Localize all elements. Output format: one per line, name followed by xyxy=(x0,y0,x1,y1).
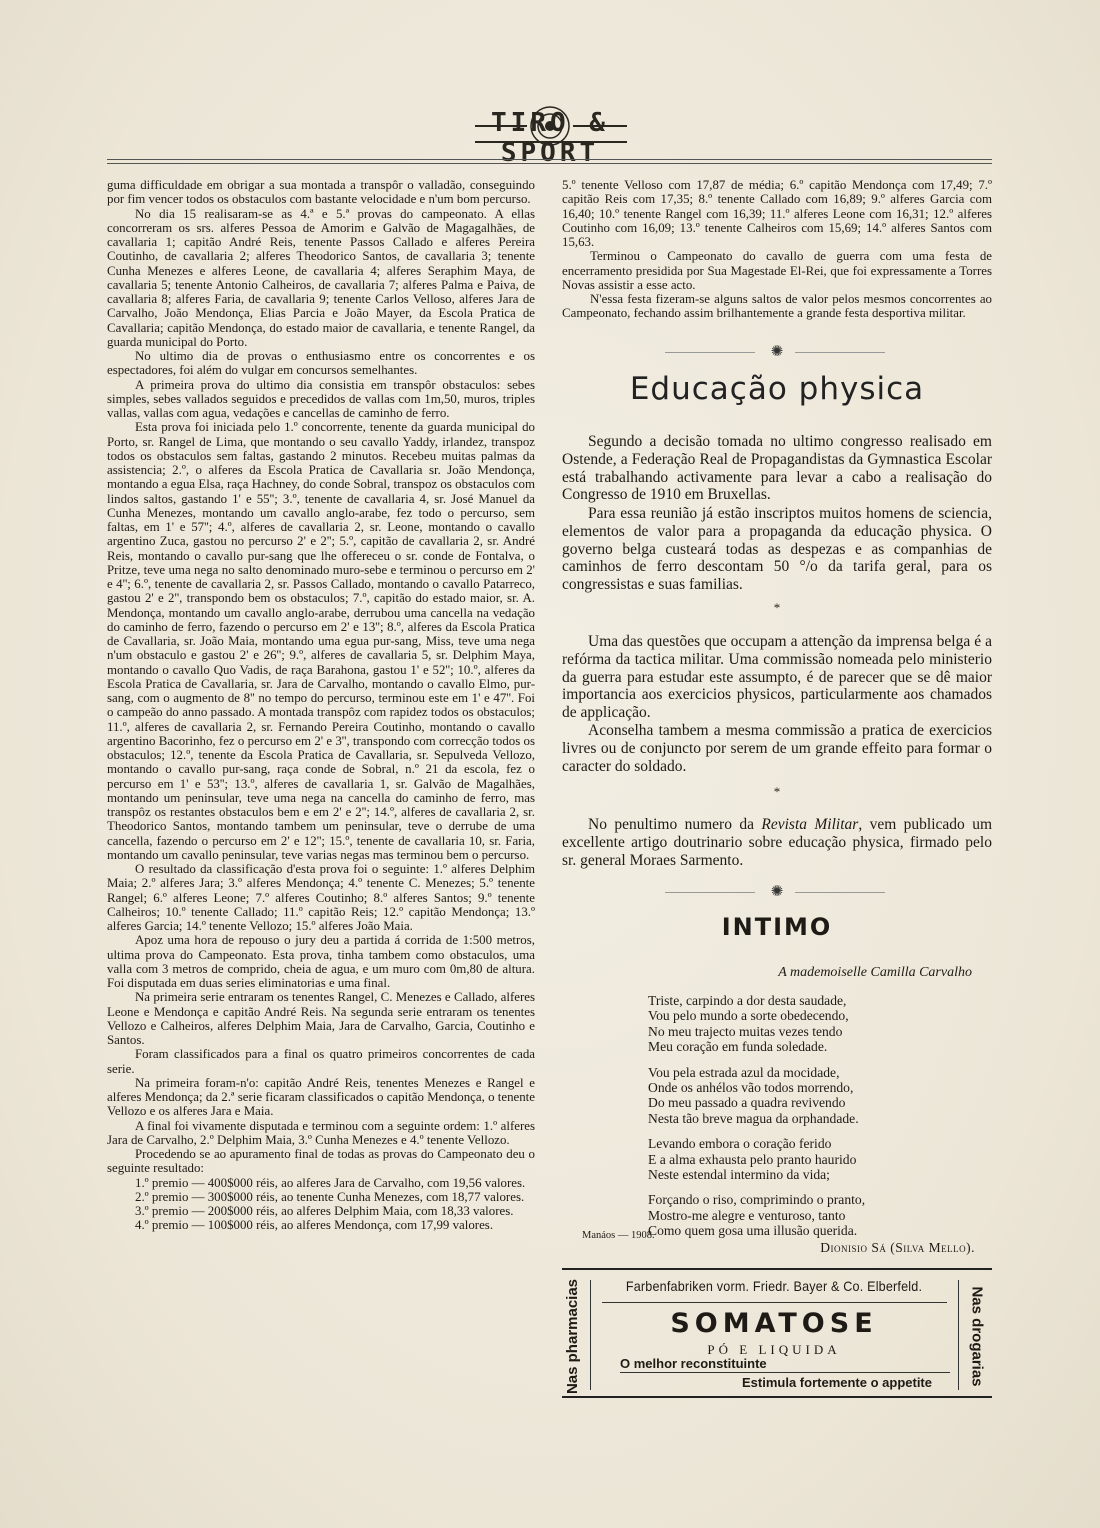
right-column-continuation xyxy=(562,178,992,321)
paragraph-text: Aconselha tambem a mesma commissão a pratica de exercicios livres ou de conjuncto por serem de um grande effeito para formar o caracter do soldado. xyxy=(562,722,992,775)
paragraph: 5.º tenente Velloso com 17,87 de média; 6.º capitão Mendonça com 17,49; 7.º capitão Reis com 17,35; 8.º tenente Callado com 16,89; 9.º alferes Garcia com 16,40; 10.º tenente Rangel com 16,39; 11.º alferes Leone com 16,31; 12.º alferes Coutinho com 16,09; 13.º tenente Calheiros com 15,69; 14.º alferes Santos com 15,63. xyxy=(562,178,992,249)
ad-product-name: SOMATOSE xyxy=(670,1308,878,1339)
section-paragraph-1 xyxy=(562,433,992,504)
section-paragraph-3 xyxy=(562,633,992,722)
ad-divider-left xyxy=(590,1280,591,1390)
header-rule xyxy=(107,159,992,160)
section-paragraph-5 xyxy=(562,816,992,869)
poem-line: Triste, carpindo a dor desta saudade, xyxy=(648,993,847,1008)
poem-stanza xyxy=(648,1065,968,1127)
paragraph: Procedendo se ao apuramento final de todas as provas do Campeonato deu o seguinte resultado: xyxy=(107,1147,535,1176)
poem-signature: Dionisio Sá (Silva Mello). xyxy=(820,1240,975,1255)
ad-rule-bottom xyxy=(562,1396,992,1398)
poem-line: No meu trajecto muitas vezes tendo xyxy=(648,1023,843,1039)
poem-line: Meu coração em funda soledade. xyxy=(648,1039,828,1055)
paragraph-text: , vem publicado um excellente artigo doutrinario sobre educação physica, firmado pelo sr. general Moraes Sarmento. xyxy=(562,816,993,869)
ad-tagline-1: O melhor reconstituinte xyxy=(620,1356,767,1371)
ornament-star-icon: ✺ xyxy=(770,884,784,900)
separator-asterisk-2: * xyxy=(773,784,781,799)
paragraph: guma difficuldade em obrigar a sua montada a transpôr o valladão, conseguindo por fim vencer todos os obstaculos com bastante velocidade e n'um bom percurso. xyxy=(107,178,535,207)
paragraph: O resultado da classificação d'esta prova foi o seguinte: 1.º alferes Delphim Maia; 2.º alferes Jara; 3.º alferes Mendonça; 4.º tenente C. Menezes; 5.º tenente Rangel; 6.º alferes Leone; 7.º alferes Coutinho; 8.º alferes Santos; 9.º tenente Calheiros; 10.º tenente Callado; 11.º capitão Reis; 12.º capitão Mendonça; 13.º alferes Garcia; 14.º tenente Vellozo; 15.º alferes João Maia. xyxy=(107,862,535,933)
paragraph: Na primeira foram-n'o: capitão André Reis, tenentes Menezes e Rangel e alferes Mendonça; da 2.ª serie ficaram classificados o capitão Mendonça, o tenente Vellozo e os alferes Jara e Maia. xyxy=(107,1075,535,1119)
paragraph: 2.º premio — 300$000 réis, ao tenente Cunha Menezes, com 18,77 valores. xyxy=(135,1189,525,1204)
paragraph-text: Para essa reunião já estão inscriptos muitos homens de sciencia, elementos de valor para a propaganda da educação physica. O governo belga custeará todas as despezas e as companhias de caminhos de ferro descontam 50 °/o da tarifa geral, para os congressistas e suas familias. xyxy=(562,505,992,594)
paragraph: Esta prova foi iniciada pelo 1.º concorrente, tenente da guarda municipal do Porto, sr. Rangel de Lima, que montando o seu cavallo Yaddy, irlandez, transpoz todos os obstaculos sem faltas, gastando 2 minutos. Recebeu muitas palmas da assistencia; 2.º, o alferes da Escola Pratica de Cavallaria sr. João Mendonça, montando a egua Elsa, raça Hachney, do conde Sobral, transpoz os obstaculos com lindos saltos, gastando 1' e 55''; 3.º, tenente de cavallaria 4, sr. José Manuel da Cunha Menezes, montando um cavallo anglo-arabe, fez todo o percurso, sem faltas, em 1' e 57''; 4.º, alferes de cavallaria 2, sr. Leone, montando o cavallo argentino Zuca, gastou no percurso 2' e 2''; 5.º, capitão de cavallaria 2, sr. André Reis, montando o cavallo pur-sang que lhe offereceu o sr. conde de Fontalva, o Pritze, teve uma nega no salto denominado muro-sebe e terminou o percurso em 2' e 4''; 6.º, tenente de cavallaria 2, sr. Passos Callado, montando o cavallo Patarreco, gastou 2' e 2'', transpondo bem os obstaculos; 7.º, capitão do estado maior, sr. A. Mendonça, montando um cavallo anglo-arabe, derrubou uma cancella na vedação do caminho de ferro, fazendo o percurso em 2' e 13''; 8.º, alferes da Escola Pratica de Cavallaria, sr. João Maia, montando uma egua pur-sang, Miss, teve uma nega n'um obstaculo e gastou 2' e 26''; 9.º, alferes de cavallaria 5, sr. Delphim Maya, montando o cavallo Quo Vadis, de raça Barahona, gastou 1' e 52''; 10.º, alferes da Escola Pratica de Cavallaria, sr. Jara de Carvalho, montando o cavallo Elmo, pur-sang, com o augmento de 8'' no tempo do percurso, terminou este em 1' e 47''. Foi o campeão do anno passado. A montada transpôz com rapidez todos os obstaculos; 11.º, alferes de cavallaria 2, sr. Fernando Pereira Coutinho, montando o cavallo argentino Bacorinho, fez o percurso em 2' e 3'', transpondo com correcção todos os obstaculos; 12.º, tenente da Escola Pratica de Cavallaria, sr. Sepulveda Vellozo, montando o cavallo pur-sang, raça conde de Sobral, n.º 21 da escola, fez o percurso em 1' e 53''; 13.º, alferes de cavallaria 1, sr. Galvão de Magalhães, montando um peninsular, teve uma nega na cancella do caminho de ferro, mas transpôz os restantes obstaculos bem e em 2' e 2''; 14.º, alferes de cavallaria 2, sr. Theodorico Santos, montando tambem um peninsular, teve o derrube de uma cancella, fazendo o percurso em 2' e 12''; 15.º, tenente de cavallaria 10, sr. Faria, montando um cavallo peninsular, teve varias negas mas terminou bem o percurso. xyxy=(107,420,535,862)
paragraph: Na primeira serie entraram os tenentes Rangel, C. Menezes e Callado, alferes Leone e Mendonça e capitão André Reis. Na segunda serie entraram os tenentes Vellozo e Calheiros, alferes Delphim Maia, Jara de Carvalho, Garcia, Coutinho e Santos. xyxy=(107,990,535,1047)
paragraph: A final foi vivamente disputada e terminou com a seguinte ordem: 1.º alferes Jara de Carvalho, 2.º Delphim Maia, 3.º Cunha Menezes e 4.º tenente Vellozo. xyxy=(107,1118,535,1147)
poem-line: Nesta tão breve magua da orphandade. xyxy=(648,1110,859,1126)
ad-side-right-text: Nas drogarias xyxy=(968,1285,986,1387)
paragraph-text: Uma das questões que occupam a attenção da imprensa belga é a refórma da tactica militar. Uma commissão nomeada pelo ministerio da guerra para estudar este assumpto, é de parecer que se dê maior importancia aos exercicios physicos, particularmente aos chamados de applicação. xyxy=(562,633,992,722)
paragraph-text: Segundo a decisão tomada no ultimo congresso realisado em Ostende, a Federação Real de Propagandistas da Gymnastica Escolar está trabalhando activamente para levar a cabo a realisação do Congresso de 1910 em Bruxellas. xyxy=(562,433,992,504)
paragraph: 4.º premio — 100$000 réis, ao alferes Mendonça, com 17,99 valores. xyxy=(135,1218,494,1233)
paragraph: No dia 15 realisaram-se as 4.ª e 5.ª provas do campeonato. A ellas concorreram os srs. alferes Pessoa de Amorim e Galvão de Magagalhães, de cavallaria 1; capitão André Reis, tenente Passos Callado e alferes Pereira Coutinho, de cavallaria 2; alferes Theodorico Santos, de cavallaria 3; tenente Cunha Menezes e alferes Leone, de cavallaria 4; alferes Seraphim Maya, de cavallaria 5; tenente Antonio Calheiros, de cavallaria 7; alferes Palma e Paiva, de cavallaria 8; alferes Faria, de cavallaria 9; tenente Carlos Velloso, alferes Jara de Carvalho, João Mendonça, Elias Parcia e João Mayer, da Escola Pratica de Cavallaria; capitão Mendonça, do estado maior de cavallaria, e tenente Rangel, da guarda municipal do Porto. xyxy=(107,206,535,349)
poem-line: Onde os anhélos vão todos morrendo, xyxy=(648,1080,854,1096)
section-paragraph-2 xyxy=(562,505,992,594)
paragraph: N'essa festa fizeram-se alguns saltos de valor pelos mesmos concorrentes ao Campeonato, fechando assim brilhantemente a grande festa desportiva militar. xyxy=(562,292,992,321)
poem-line: Vou pela estrada azul da mocidade, xyxy=(648,1064,840,1080)
ad-side-left-text: Nas pharmacias xyxy=(564,1278,582,1394)
poem-title: INTIMO xyxy=(721,913,833,941)
poem-line: Neste estendal intermino da vida; xyxy=(648,1167,830,1183)
paragraph: 3.º premio — 200$000 réis, ao alferes Delphim Maia, com 18,33 valores. xyxy=(135,1204,514,1218)
paragraph-text: No penultimo numero da xyxy=(588,816,762,833)
poem-line: Do meu passado a quadra revivendo xyxy=(648,1095,846,1111)
advertisement xyxy=(562,1268,992,1398)
poem-line: E a alma exhausta pelo pranto haurido xyxy=(648,1151,857,1167)
paragraph: No ultimo dia de provas o enthusiasmo entre os concorrentes e os espectadores, foi além do vulgar em concursos semelhantes. xyxy=(107,349,535,378)
section-paragraph-4 xyxy=(562,722,992,775)
ad-rule-top xyxy=(562,1268,992,1270)
header-rule-double xyxy=(107,163,992,164)
paragraph: A primeira prova do ultimo dia consistia em transpôr obstaculos: sebes simples, sebes vallados seguidos e precedidos de vallas com 1m,50, muros, triples vallas, vallas com agua, vedações e cancellas de caminho de ferro. xyxy=(107,377,535,420)
ad-divider-right xyxy=(958,1280,959,1390)
masthead-title: TIRO & SPORT xyxy=(491,108,609,168)
masthead-logo xyxy=(455,104,645,168)
poem-line: Mostro-me alegre e venturoso, tanto xyxy=(648,1207,846,1223)
publication-name: Revista Militar xyxy=(761,816,859,833)
paragraph: Terminou o Campeonato do cavallo de guerra com uma festa de encerramento presidida por Sua Magestade El-Rei, que foi expressamente a Torres Novas assistir a esse acto. xyxy=(562,249,992,292)
ad-side-left xyxy=(562,1280,584,1392)
ad-product-form: PÓ E LIQUIDA xyxy=(707,1342,841,1357)
poem-line: Levando embora o coração ferido xyxy=(648,1136,832,1152)
ad-tagline-2: Estimula fortemente o appetite xyxy=(742,1375,932,1390)
left-column-article xyxy=(107,178,535,1233)
ad-company-rule xyxy=(602,1302,947,1303)
poem-stanza xyxy=(648,993,968,1055)
poem-line: Forçando o riso, comprimindo o pranto, xyxy=(648,1192,866,1208)
poem-stanza xyxy=(648,1136,968,1182)
paragraph: 1.º premio — 400$000 réis, ao alferes Jara de Carvalho, com 19,56 valores. xyxy=(135,1175,526,1190)
paragraph: Apoz uma hora de repouso o jury deu a partida á corrida de 1:500 metros, ultima prova do Campeonato. Esta prova, tinha tambem como obstaculos, uma valla com 3 metros de comprido, cheia de agua, e um muro com 0m,80 de altura. Foi disputada em duas series eliminatorias e uma final. xyxy=(107,933,535,990)
ad-side-right xyxy=(966,1280,988,1392)
ornament-star-icon: ✺ xyxy=(770,344,784,360)
section-title: Educação physica xyxy=(629,371,925,407)
poem-line: Vou pelo mundo a sorte obedecendo, xyxy=(648,1008,849,1024)
poem-place-date: Manáos — 1908. xyxy=(582,1230,655,1241)
ad-company: Farbenfabriken vorm. Friedr. Bayer & Co. Elberfeld. xyxy=(625,1278,923,1294)
poem-dedication: A mademoiselle Camilla Carvalho xyxy=(778,965,972,980)
poem-line: Como quem gosa uma illusão querida. xyxy=(648,1223,858,1239)
separator-asterisk: * xyxy=(773,600,781,615)
ad-tagline-rule xyxy=(620,1372,950,1373)
poem-body xyxy=(648,993,968,1249)
poem-stanza xyxy=(648,1192,968,1238)
paragraph: Foram classificados para a final os quatro primeiros concorrentes de cada serie. xyxy=(107,1047,535,1076)
